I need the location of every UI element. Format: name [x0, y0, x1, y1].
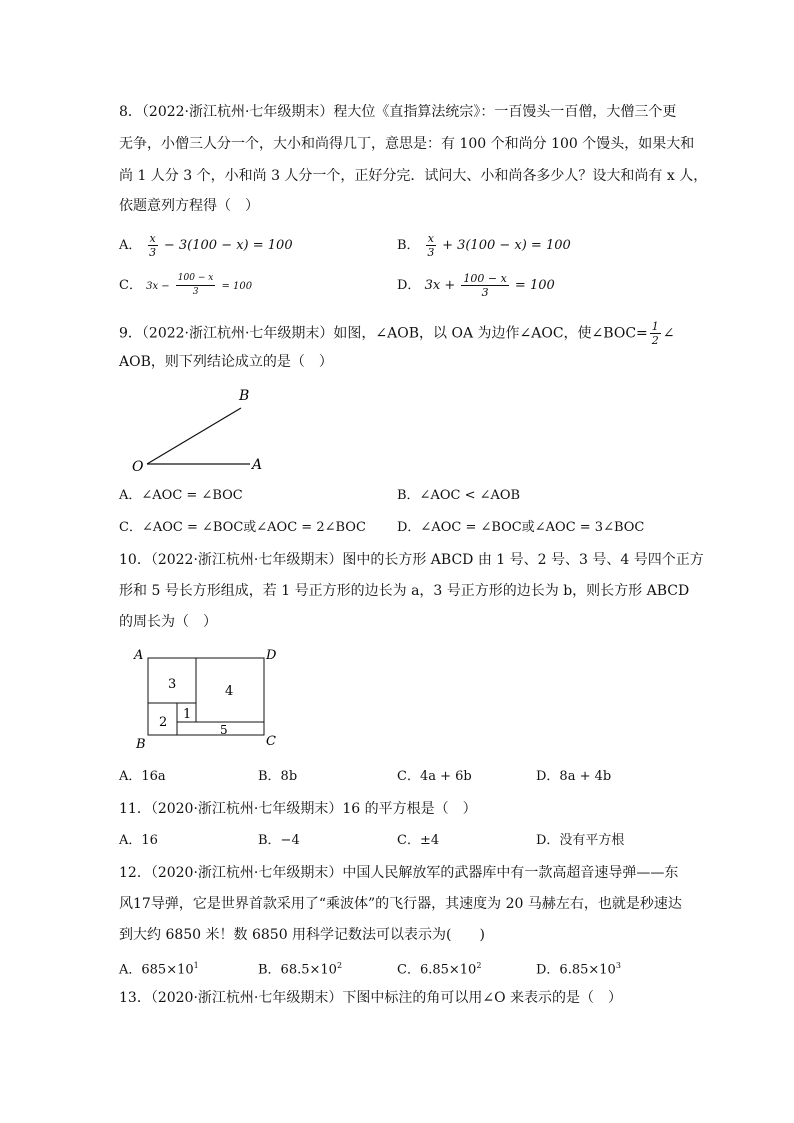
q9-option-d: D．∠AOC = ∠BOC或∠AOC = 3∠BOC [397, 520, 645, 535]
q8-line-2: 无争，小僧三人分一个，大小和尚得几丁，意思是：有 100 个和尚分 100 个馒头，如果大和 [119, 136, 695, 152]
q9-line-1: 9．（2022·浙江杭州·七年级期末）如图，∠AOB，以 OA 为边作∠AOC，使∠BOC= $\frac{1}{2}$ ∠ [119, 320, 675, 347]
q10-option-c: C．4a + 6b [397, 769, 472, 784]
q11-line-1: 11．（2020·浙江杭州·七年级期末）16 的平方根是（ ） [119, 801, 477, 817]
q8-option-b: B． $\frac{x}{3}$ + 3(100 − x) = 100 [397, 232, 571, 259]
q12-line-3: 到大约 6850 米！数 6850 用科学记数法可以表示为( ) [119, 927, 485, 943]
label-a: A [134, 648, 144, 663]
q13-line-1: 13．（2020·浙江杭州·七年级期末）下图中标注的角可以用∠O 来表示的是（ ） [119, 990, 623, 1006]
label-1: 1 [183, 707, 192, 722]
q12-line-1: 12．（2020·浙江杭州·七年级期末）中国人民解放军的武器库中有一款高超音速导弹——东 [119, 865, 679, 881]
q8-line-3: 尚 1 人分 3 个，小和尚 3 人分一个，正好分完．试问大、小和尚各多少人？设大和尚有 x 人， [119, 168, 708, 184]
label-b: B [239, 388, 250, 404]
q8-line-1: 8．（2022·浙江杭州·七年级期末）程大位《直指算法统宗》：一百馒头一百僧，大僧三个更 [119, 104, 677, 120]
q11-option-a: A．16 [119, 833, 158, 848]
q10-rectangle-figure [130, 645, 290, 755]
q12-line-2: 风17导弹，它是世界首款采用了“乘波体”的飞行器，其速度为 20 马赫左右，也就是秒速达 [119, 896, 682, 912]
q9-option-c: C．∠AOC = ∠BOC或∠AOC = 2∠BOC [119, 520, 366, 535]
q10-option-d: D．8a + 4b [536, 769, 612, 784]
q9-angle-figure [125, 382, 275, 477]
q9-option-b: B．∠AOC < ∠AOB [397, 488, 521, 503]
q9-option-a: A．∠AOC = ∠BOC [119, 488, 243, 503]
q12-option-c: C．$6.85\times 10^2$ [397, 961, 482, 978]
q12-option-d: D．$6.85\times 10^3$ [536, 961, 621, 978]
q10-option-a: A．16a [119, 769, 166, 784]
q8-option-a: A． $\frac{x}{3}$ − 3(100 − x) = 100 [119, 232, 293, 259]
label-c: C [266, 734, 276, 749]
label-4: 4 [225, 684, 234, 699]
q10-option-b: B．8b [258, 769, 298, 784]
q9-line-2: AOB，则下列结论成立的是（ ） [119, 354, 333, 370]
q8-option-d: D． 3x + $\frac{100 - x}{3}$ = 100 [397, 272, 555, 299]
q11-option-b: B．−4 [258, 833, 300, 848]
q10-line-3: 的周长为（ ） [119, 614, 217, 630]
q12-option-a: A．$685\times 10^1$ [119, 961, 199, 978]
label-b: B [136, 737, 146, 752]
q11-option-d: D．没有平方根 [536, 833, 625, 848]
q8-line-4: 依题意列方程得（ ） [119, 198, 259, 214]
q10-line-1: 10．（2022·浙江杭州·七年级期末）图中的长方形 ABCD 由 1 号、2 号、3 号、4 号四个正方 [119, 552, 704, 568]
label-o: O [132, 459, 144, 475]
label-d: D [266, 648, 277, 663]
ray-ob [147, 408, 241, 464]
label-5: 5 [220, 723, 228, 737]
q11-option-c: C．±4 [397, 833, 440, 848]
label-a: A [252, 457, 263, 473]
q12-option-b: B．$68.5\times 10^2$ [258, 961, 343, 978]
q8-option-c: C． 3x − $\frac{100 - x}{3}$ = 100 [119, 273, 253, 297]
q10-line-2: 形和 5 号长方形组成，若 1 号正方形的边长为 a，3 号正方形的边长为 b，则长方形 ABCD [119, 583, 690, 599]
label-2: 2 [159, 715, 168, 730]
label-3: 3 [168, 677, 177, 692]
